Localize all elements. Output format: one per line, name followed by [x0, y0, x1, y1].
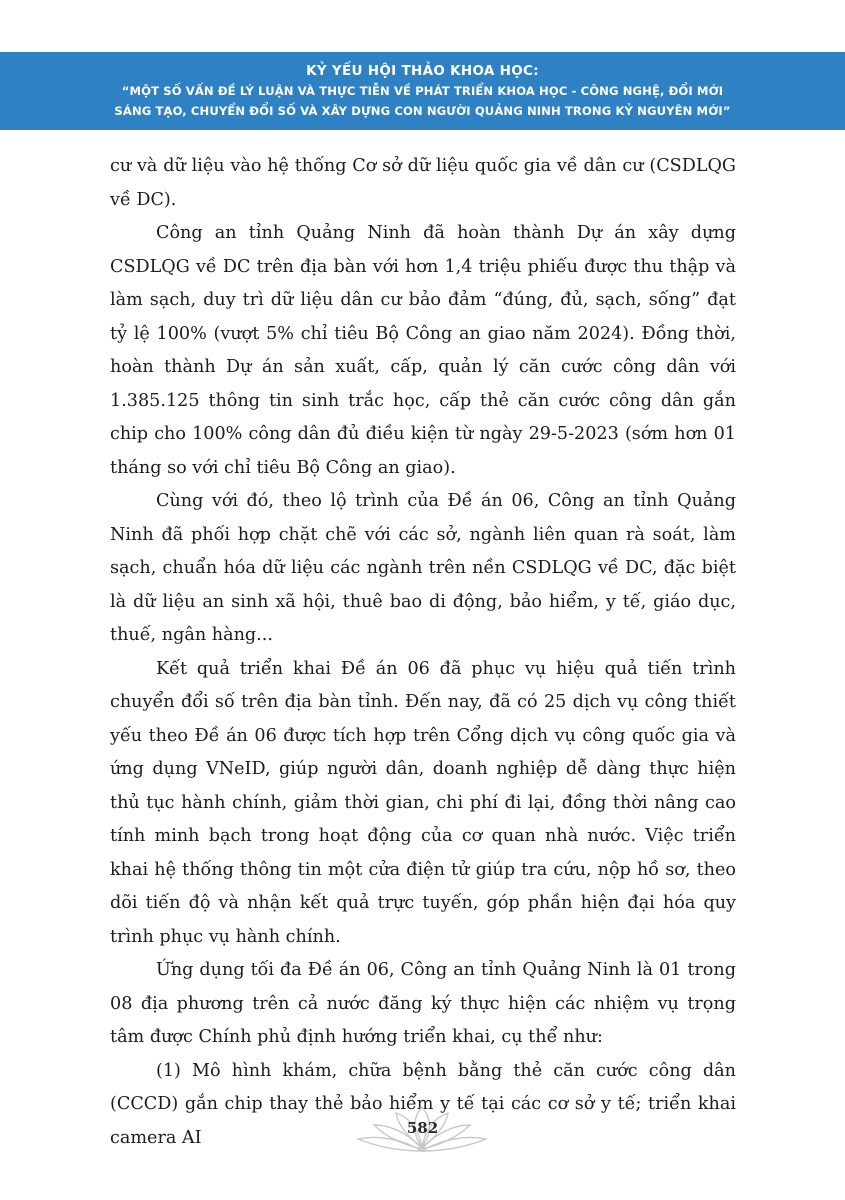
header-subtitle-line-1: “MỘT SỐ VẤN ĐỀ LÝ LUẬN VÀ THỰC TIỄN VỀ PHÁT TRIỂN KHOA HỌC - CÔNG NGHỆ, ĐỔI MỚI: [121, 84, 724, 98]
header-subtitle-line-2: SÁNG TẠO, CHUYỂN ĐỔI SỐ VÀ XÂY DỰNG CON NGƯỜI QUẢNG NINH TRONG KỶ NGUYÊN MỚI”: [114, 104, 731, 118]
header-title: KỶ YẾU HỘI THẢO KHOA HỌC:: [306, 63, 539, 79]
paragraph-1: cư và dữ liệu vào hệ thống Cơ sở dữ liệu quốc gia về dân cư (CSDLQG về DC).: [110, 156, 736, 210]
running-header: [0, 52, 845, 130]
paragraph-5: Ứng dụng tối đa Đề án 06, Công an tỉnh Quảng Ninh là 01 trong 08 địa phương trên cả nước đăng ký thực hiện các nhiệm vụ trọng tâm được Chính phủ định hướng triển khai, cụ thể như:: [110, 960, 736, 1047]
paragraph-3: Cùng với đó, theo lộ trình của Đề án 06, Công an tỉnh Quảng Ninh đã phối hợp chặt chẽ với các sở, ngành liên quan rà soát, làm sạch, chuẩn hóa dữ liệu các ngành trên nền CSDLQG về DC, đặc biệt là dữ liệu an sinh xã hội, thuê bao di động, bảo hiểm, y tế, giáo dục, thuế, ngân hàng...: [110, 491, 736, 645]
paragraph-4: Kết quả triển khai Đề án 06 đã phục vụ hiệu quả tiến trình chuyển đổi số trên địa bàn tỉnh. Đến nay, đã có 25 dịch vụ công thiết yếu theo Đề án 06 được tích hợp trên Cổng dịch vụ công quốc gia và ứng dụng VNeID, giúp người dân, doanh nghiệp dễ dàng thực hiện thủ tục hành chính, giảm thời gian, chi phí đi lại, đồng thời nâng cao tính minh bạch trong hoạt động của cơ quan nhà nước. Việc triển khai hệ thống thông tin một cửa điện tử giúp tra cứu, nộp hồ sơ, theo dõi tiến độ và nhận kết quả trực tuyến, góp phần hiện đại hóa quy trình phục vụ hành chính.: [110, 658, 736, 947]
body-text: [110, 150, 736, 1155]
page-footer: [0, 1103, 845, 1163]
paragraph-2: Công an tỉnh Quảng Ninh đã hoàn thành Dự án xây dựng CSDLQG về DC trên địa bàn với hơn 1,4 triệu phiếu được thu thập và làm sạch, duy trì dữ liệu dân cư bảo đảm “đúng, đủ, sạch, sống” đạt tỷ lệ 100% (vượt 5% chỉ tiêu Bộ Công an giao năm 2024). Đồng thời, hoàn thành Dự án sản xuất, cấp, quản lý căn cước công dân với 1.385.125 thông tin sinh trắc học, cấp thẻ căn cước công dân gắn chip cho 100% công dân đủ điều kiện từ ngày 29-5-2023 (sớm hơn 01 tháng so với chỉ tiêu Bộ Công an giao).: [110, 223, 736, 478]
page-number: 582: [406, 1119, 439, 1137]
paragraph-6: (1) Mô hình khám, chữa bệnh bằng thẻ căn cước công dân (CCCD) gắn chip thay thẻ bảo hiểm y tế tại các cơ sở y tế; triển khai camera AI: [110, 1060, 736, 1148]
